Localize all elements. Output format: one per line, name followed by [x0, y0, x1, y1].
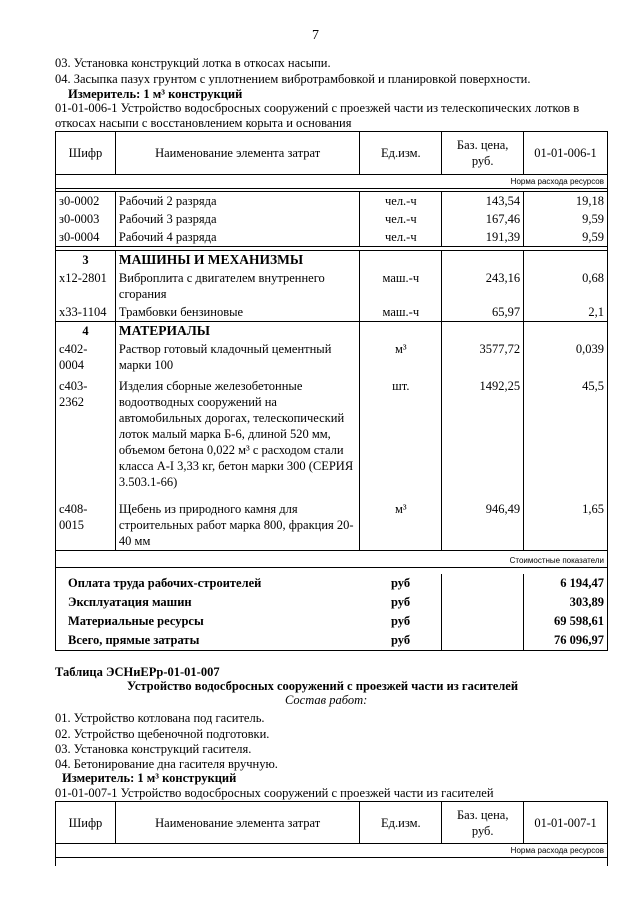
item-description-line-1: 01-01-006-1 Устройство водосбросных сооружений с проезжей части из телескопических лотков в [55, 101, 580, 115]
header-norm: 01-01-006-1 [524, 132, 608, 175]
row-code: з0-0002 [56, 192, 116, 211]
table-row [56, 269, 608, 303]
summary-label: Оплата труда рабочих-строителей [56, 574, 360, 593]
summary-unit: руб [360, 612, 442, 631]
header-norm: 01-01-007-1 [524, 802, 608, 844]
work-step: 04. Бетонирование дна гасителя вручную. [55, 757, 278, 771]
summary-row [56, 631, 608, 651]
row-code: х12-2801 [56, 269, 116, 303]
row-code: з0-0003 [56, 210, 116, 228]
header-unit: Ед.изм. [360, 802, 442, 844]
row-qty: 0,039 [524, 340, 608, 374]
item-description-2: 01-01-007-1 Устройство водосбросных сооружений с проезжей части из гасителей [55, 786, 494, 800]
section-title: МАТЕРИАЛЫ [115, 322, 359, 341]
row-unit: маш.-ч [360, 269, 442, 303]
intro-line-1: 03. Установка конструкций лотка в откосах насыпи. [55, 56, 331, 70]
table-subtitle: Устройство водосбросных сооружений с проезжей части из гасителей [127, 679, 519, 693]
row-unit: шт. [360, 374, 442, 491]
row-qty: 9,59 [524, 228, 608, 247]
table-row [56, 374, 608, 491]
summary-label: Всего, прямые затраты [56, 631, 360, 651]
page-number: 7 [312, 28, 319, 43]
row-unit: маш.-ч [360, 303, 442, 322]
header-code: Шифр [56, 132, 116, 175]
work-step: 01. Устройство котлована под гаситель. [55, 711, 265, 725]
work-step: 02. Устройство щебеночной подготовки. [55, 727, 270, 741]
row-name: Щебень из природного камня для строительных работ марка 800, фракция 20-40 мм [115, 491, 359, 551]
row-code: з0-0004 [56, 228, 116, 247]
table-row [56, 192, 608, 211]
row-price: 243,16 [442, 269, 524, 303]
row-name: Виброплита с двигателем внутреннего сгорания [115, 269, 359, 303]
header-unit: Ед.изм. [360, 132, 442, 175]
section-row [56, 322, 608, 341]
summary-value: 76 096,97 [524, 631, 608, 651]
summary-row [56, 612, 608, 631]
table-row [56, 228, 608, 247]
summary-value: 6 194,47 [524, 574, 608, 593]
row-unit: чел.-ч [360, 192, 442, 211]
summary-unit: руб [360, 574, 442, 593]
summary-row [56, 593, 608, 612]
work-step: 03. Установка конструкций гасителя. [55, 742, 252, 756]
row-price: 167,46 [442, 210, 524, 228]
row-unit: чел.-ч [360, 210, 442, 228]
row-code: с408-0015 [56, 491, 116, 551]
table-row [56, 303, 608, 322]
summary-value: 69 598,61 [524, 612, 608, 631]
row-name: Трамбовки бензиновые [115, 303, 359, 322]
row-price: 143,54 [442, 192, 524, 211]
row-price: 65,97 [442, 303, 524, 322]
row-qty: 2,1 [524, 303, 608, 322]
header-name: Наименование элемента затрат [115, 802, 359, 844]
norm-label: Норма расхода ресурсов [56, 844, 608, 858]
row-name: Рабочий 4 разряда [115, 228, 359, 247]
summary-row [56, 574, 608, 593]
header-price: Баз. цена, руб. [442, 802, 524, 844]
intro-line-2: 04. Засыпка пазух грунтом с уплотнением вибротрамбовкой и планировкой поверхности. [55, 72, 531, 86]
item-description-line-2: откосах насыпи с восстановлением корыта и основания [55, 116, 352, 130]
row-unit: м³ [360, 491, 442, 551]
table-row [56, 491, 608, 551]
row-code: х33-1104 [56, 303, 116, 322]
measure-label-2: Измеритель: 1 м³ конструкций [62, 771, 237, 785]
row-code: с403-2362 [56, 374, 116, 491]
table-row [56, 340, 608, 374]
composition-label: Состав работ: [285, 693, 368, 707]
measure-label: Измеритель: 1 м³ конструкций [68, 87, 243, 101]
row-unit: чел.-ч [360, 228, 442, 247]
table-title: Таблица ЭСНиЕРр-01-01-007 [55, 665, 220, 679]
section-number: 3 [56, 251, 116, 270]
row-qty: 19,18 [524, 192, 608, 211]
row-unit: м³ [360, 340, 442, 374]
header-code: Шифр [56, 802, 116, 844]
summary-unit: руб [360, 631, 442, 651]
row-qty: 45,5 [524, 374, 608, 491]
summary-unit: руб [360, 593, 442, 612]
resource-table-1 [55, 131, 608, 651]
row-name: Изделия сборные железобетонные водоотводных сооружений на автомобильных дорогах, телескопический лоток малый марка Б-6, длиной 520 мм, объемом бетона 0,022 м³ с расходом стали класса А-I 3,33 кг, бетон марки 300 (СЕРИЯ 3.503.1-66) [115, 374, 359, 491]
row-name: Раствор готовый кладочный цементный марки 100 [115, 340, 359, 374]
row-price: 3577,72 [442, 340, 524, 374]
resource-table-2 [55, 801, 608, 866]
norm-label: Норма расхода ресурсов [56, 175, 608, 189]
cost-label: Стоимостные показатели [56, 551, 608, 568]
section-number: 4 [56, 322, 116, 341]
header-name: Наименование элемента затрат [115, 132, 359, 175]
summary-label: Материальные ресурсы [56, 612, 360, 631]
row-code: с402-0004 [56, 340, 116, 374]
row-price: 1492,25 [442, 374, 524, 491]
table-row [56, 210, 608, 228]
section-row [56, 251, 608, 270]
row-qty: 1,65 [524, 491, 608, 551]
summary-label: Эксплуатация машин [56, 593, 360, 612]
row-qty: 0,68 [524, 269, 608, 303]
row-price: 191,39 [442, 228, 524, 247]
row-price: 946,49 [442, 491, 524, 551]
row-name: Рабочий 3 разряда [115, 210, 359, 228]
header-price: Баз. цена, руб. [442, 132, 524, 175]
summary-value: 303,89 [524, 593, 608, 612]
row-qty: 9,59 [524, 210, 608, 228]
row-name: Рабочий 2 разряда [115, 192, 359, 211]
section-title: МАШИНЫ И МЕХАНИЗМЫ [115, 251, 359, 270]
